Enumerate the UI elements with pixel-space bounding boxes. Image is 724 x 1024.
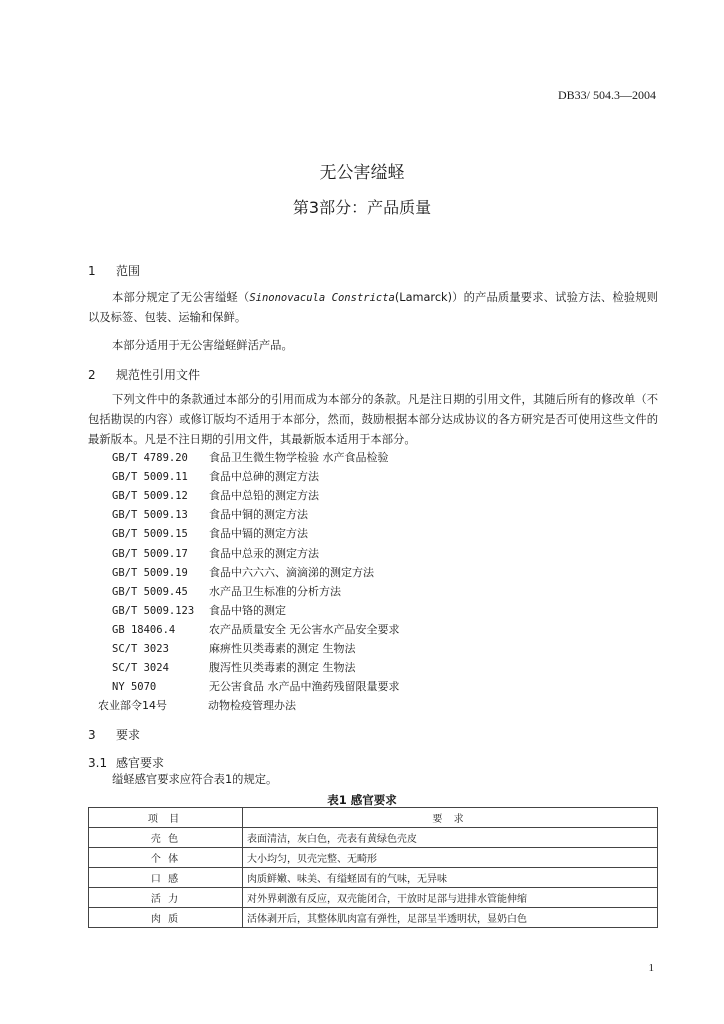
table-cell-item: 口 感	[89, 868, 243, 888]
document-subtitle: 第3部分：产品质量	[292, 198, 432, 217]
section-3-1-heading	[88, 754, 164, 771]
table-cell-requirement: 对外界刺激有反应，双壳能闭合，干放时足部与进排水管能伸缩	[243, 888, 658, 908]
para-text: (Lamarck)）的产品质量要求、试验方法、检验规则以及标签、包装、运输和保鲜。	[88, 291, 658, 324]
reference-code: SC/T 3023	[112, 643, 169, 655]
reference-code: GB 18406.4	[112, 623, 176, 636]
latin-species-name: Sinonovacula Constricta	[249, 292, 395, 304]
table-cell-requirement: 表面清洁，灰白色，壳表有黄绿色壳皮	[243, 828, 658, 848]
reference-code: GB/T 5009.11	[112, 471, 188, 484]
reference-code: NY 5070	[112, 681, 157, 694]
reference-code: GB/T 5009.45	[112, 585, 188, 598]
table-cell-requirement: 活体剥开后，其整体肌肉富有弹性，足部呈半透明状，显奶白色	[243, 908, 658, 928]
reference-code: GB/T 5009.19	[112, 566, 188, 579]
reference-code: 农业部令14号	[98, 699, 167, 713]
reference-row	[112, 639, 356, 658]
reference-row	[98, 696, 296, 715]
table-cell-requirement: 肉质鲜嫩、味美、有缢蛏固有的气味，无异味	[243, 868, 658, 888]
sensory-requirements-table	[88, 807, 658, 928]
section-3-heading	[88, 726, 140, 743]
reference-row	[112, 620, 400, 639]
reference-title: 农产品质量安全 无公害水产品安全要求	[209, 622, 400, 636]
table-cell-item: 壳 色	[89, 828, 243, 848]
section-1-heading	[88, 262, 140, 279]
reference-row	[112, 582, 341, 601]
reference-title: 食品中总铅的测定方法	[209, 489, 319, 503]
reference-row	[112, 467, 319, 486]
reference-row	[112, 505, 308, 524]
reference-row	[112, 524, 308, 543]
reference-row	[112, 544, 319, 563]
reference-title: 食品卫生微生物学检验 水产食品检验	[209, 451, 389, 464]
para-text: 本部分规定了无公害缢蛏（	[112, 291, 250, 304]
reference-title: 食品中六六六、滴滴涕的测定方法	[209, 565, 374, 579]
section-2-heading	[88, 366, 200, 383]
table-cell-item: 个 体	[89, 848, 243, 868]
reference-code: GB/T 5009.12	[112, 490, 188, 503]
reference-row	[112, 677, 400, 696]
reference-code: GB/T 5009.15	[112, 528, 188, 541]
section-1-paragraph-1	[88, 288, 658, 328]
section-2-paragraph: 下列文件中的条款通过本部分的引用而成为本部分的条款。凡是注日期的引用文件，其随后所有的修改单（不包括勘误的内容）或修订版均不适用于本部分，然而，鼓励根据本部分达成协议的各方研究是否可使用这些文件的最新版本。凡是不注日期的引用文件，其最新版本适用于本部分。	[88, 393, 658, 446]
table-row	[89, 848, 658, 868]
reference-code: GB/T 4789.20	[112, 452, 188, 464]
reference-title: 食品中总砷的测定方法	[209, 470, 319, 484]
section-3-1-paragraph: 缢蛏感官要求应符合表1的规定。	[112, 773, 278, 786]
table-row	[89, 908, 658, 928]
reference-title: 食品中总汞的测定方法	[209, 546, 319, 560]
table-cell-requirement: 大小均匀，贝壳完整、无畸形	[243, 848, 658, 868]
table-header-row	[89, 808, 658, 828]
reference-title: 食品中铬的测定	[209, 603, 286, 617]
section-number: 1	[88, 264, 96, 278]
table-caption: 表1 感官要求	[327, 793, 397, 807]
reference-code: GB/T 5009.123	[112, 604, 195, 617]
reference-title: 腹泻性贝类毒素的测定 生物法	[209, 661, 356, 675]
reference-title: 麻痹性贝类毒素的测定 生物法	[209, 642, 356, 655]
section-number: 3	[88, 728, 96, 742]
reference-title: 食品中镉的测定方法	[209, 527, 308, 541]
reference-row	[112, 601, 286, 620]
section-title: 范围	[116, 264, 141, 278]
section-title: 要求	[116, 728, 141, 742]
reference-title: 动物检疫管理办法	[208, 699, 296, 713]
page-number: 1	[648, 962, 654, 974]
reference-row	[112, 563, 374, 582]
reference-title: 水产品卫生标准的分析方法	[209, 584, 341, 598]
reference-code: SC/T 3024	[112, 662, 169, 675]
reference-code: GB/T 5009.17	[112, 547, 188, 560]
table-row	[89, 888, 658, 908]
reference-row	[112, 658, 356, 677]
document-title: 无公害缢蛏	[319, 163, 405, 183]
reference-row	[112, 448, 389, 467]
section-title: 感官要求	[116, 756, 165, 770]
reference-title: 食品中铜的测定方法	[209, 508, 308, 522]
reference-code: GB/T 5009.13	[112, 509, 188, 522]
document-code: DB33/ 504.3—2004	[557, 88, 656, 102]
section-title: 规范性引用文件	[116, 368, 201, 382]
table-row	[89, 868, 658, 888]
reference-title: 无公害食品 水产品中渔药残留限量要求	[209, 680, 400, 694]
reference-row	[112, 486, 319, 505]
section-number: 2	[88, 368, 96, 382]
table-row	[89, 828, 658, 848]
table-cell-item: 肉 质	[89, 908, 243, 928]
column-header-item: 项 目	[89, 808, 243, 828]
section-number: 3.1	[88, 756, 108, 770]
table-cell-item: 活 力	[89, 888, 243, 908]
column-header-requirement: 要 求	[243, 808, 658, 828]
section-1-paragraph-2: 本部分适用于无公害缢蛏鲜活产品。	[112, 339, 293, 352]
